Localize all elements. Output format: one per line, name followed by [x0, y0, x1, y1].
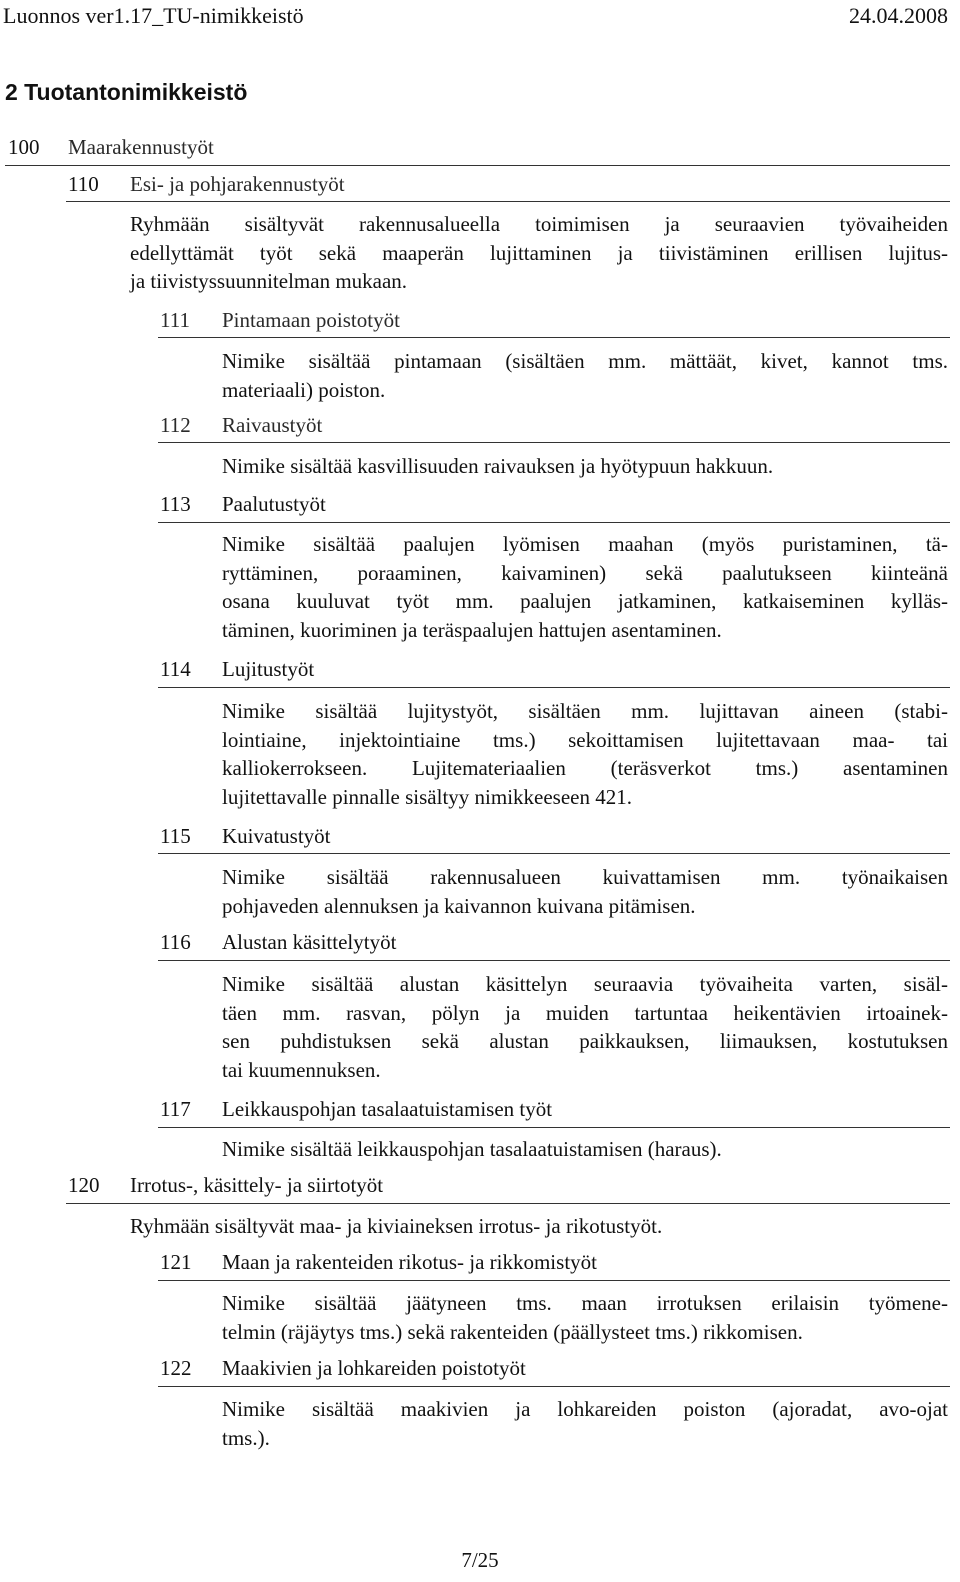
group-120-label: Irrotus-, käsittely- ja siirtotyöt [130, 1173, 384, 1197]
item-113-description: Nimike sisältää paalujen lyömisen maahan (myös puristaminen, tä- ryttäminen, poraaminen, kaivaminen) sekä paalutukseen kiinteänä osana kuuluvat työt mm. paalujen jatkaminen, katkaiseminen kylläs- täminen, kuoriminen ja teräspaalujen hattujen asentaminen. [222, 532, 948, 642]
item-117-label: Leikkauspohjan tasalaatuistamisen työt [222, 1097, 553, 1121]
group-120-rule [66, 1203, 950, 1204]
section-title: 2 Tuotantonimikkeistö [5, 79, 248, 105]
item-114-label: Lujitustyöt [222, 657, 315, 681]
group-120-description: Ryhmään sisältyvät maa- ja kiviaineksen irrotus- ja rikotustyöt. [130, 1214, 663, 1238]
item-112-description: Nimike sisältää kasvillisuuden raivauksen ja hyötypuun hakkuun. [222, 454, 774, 478]
item-115-rule [158, 853, 950, 854]
item-122-rule [158, 1386, 950, 1387]
item-115-label: Kuivatustyöt [222, 824, 331, 848]
group-100-label: Maarakennustyöt [68, 135, 214, 159]
item-111-label: Pintamaan poistotyöt [222, 308, 400, 332]
item-114-code: 114 [160, 657, 191, 681]
item-112-label: Raivaustyöt [222, 413, 323, 437]
document-date: 24.04.2008 [849, 3, 948, 28]
item-112-rule [158, 442, 950, 443]
item-121-label: Maan ja rakenteiden rikotus- ja rikkomistyöt [222, 1250, 597, 1274]
item-115-description: Nimike sisältää rakennusalueen kuivattamisen mm. työnaikaisen pohjaveden alennuksen ja kaivannon kuivana pitämisen. [222, 865, 948, 918]
group-110-description: Ryhmään sisältyvät rakennusalueella toimimisen ja seuraavien työvaiheiden edellyttämät työt sekä maaperän lujittaminen ja tiivistäminen erillisen lujitus- ja tiivistyssuunnitelman mukaan. [130, 212, 948, 293]
item-113-rule [158, 522, 950, 523]
item-117-code: 117 [160, 1097, 191, 1121]
item-113-label: Paalutustyöt [222, 492, 326, 516]
item-122-label: Maakivien ja lohkareiden poistotyöt [222, 1356, 526, 1380]
item-113-code: 113 [160, 492, 191, 516]
item-122-code: 122 [160, 1356, 192, 1380]
item-117-rule [158, 1127, 950, 1128]
group-100-rule [5, 165, 950, 166]
item-116-description: Nimike sisältää alustan käsittelyn seuraavia työvaiheita varten, sisäl- täen mm. rasvan, pölyn ja muiden tartuntaa heikentävien irtoainek- sen puhdistuksen sekä alustan paikkauksen, liimauksen, kostutuksen tai kuumennuksen. [222, 972, 948, 1082]
item-114-description: Nimike sisältää lujitystyöt, sisältäen mm. lujittavan aineen (stabi- lointiaine, injektointiaine tms.) sekoittamisen lujitettavaan maa- tai kalliokerrokseen. Lujitemateriaalien (teräsverkot tms.) asentaminen lujitettavalle pinnalle sisältyy nimikkeeseen 421. [222, 699, 948, 809]
item-111-rule [158, 337, 950, 338]
item-114-rule [158, 687, 950, 688]
item-116-label: Alustan käsittelytyöt [222, 930, 397, 954]
group-110-rule [66, 201, 950, 202]
group-110-label: Esi- ja pohjarakennustyöt [130, 172, 345, 196]
document-name: Luonnos ver1.17_TU-nimikkeistö [3, 3, 304, 28]
page-number: 7/25 [461, 1548, 499, 1572]
group-120-code: 120 [68, 1173, 100, 1197]
item-116-rule [158, 960, 950, 961]
item-121-rule [158, 1280, 950, 1281]
group-110-code: 110 [68, 172, 99, 196]
item-121-description: Nimike sisältää jäätyneen tms. maan irrotuksen erilaisin työmene- telmin (räjäytys tms.) sekä rakenteiden (päällysteet tms.) rikkomisen. [222, 1291, 948, 1344]
item-111-code: 111 [160, 308, 190, 332]
item-117-description: Nimike sisältää leikkauspohjan tasalaatuistamisen (haraus). [222, 1137, 722, 1161]
item-115-code: 115 [160, 824, 191, 848]
group-100-code: 100 [8, 135, 40, 159]
item-121-code: 121 [160, 1250, 192, 1274]
item-112-code: 112 [160, 413, 191, 437]
item-116-code: 116 [160, 930, 191, 954]
item-111-description: Nimike sisältää pintamaan (sisältäen mm. mättäät, kivet, kannot tms. materiaali) poiston. [222, 349, 948, 402]
item-122-description: Nimike sisältää maakivien ja lohkareiden poiston (ajoradat, avo-ojat tms.). [222, 1397, 948, 1450]
